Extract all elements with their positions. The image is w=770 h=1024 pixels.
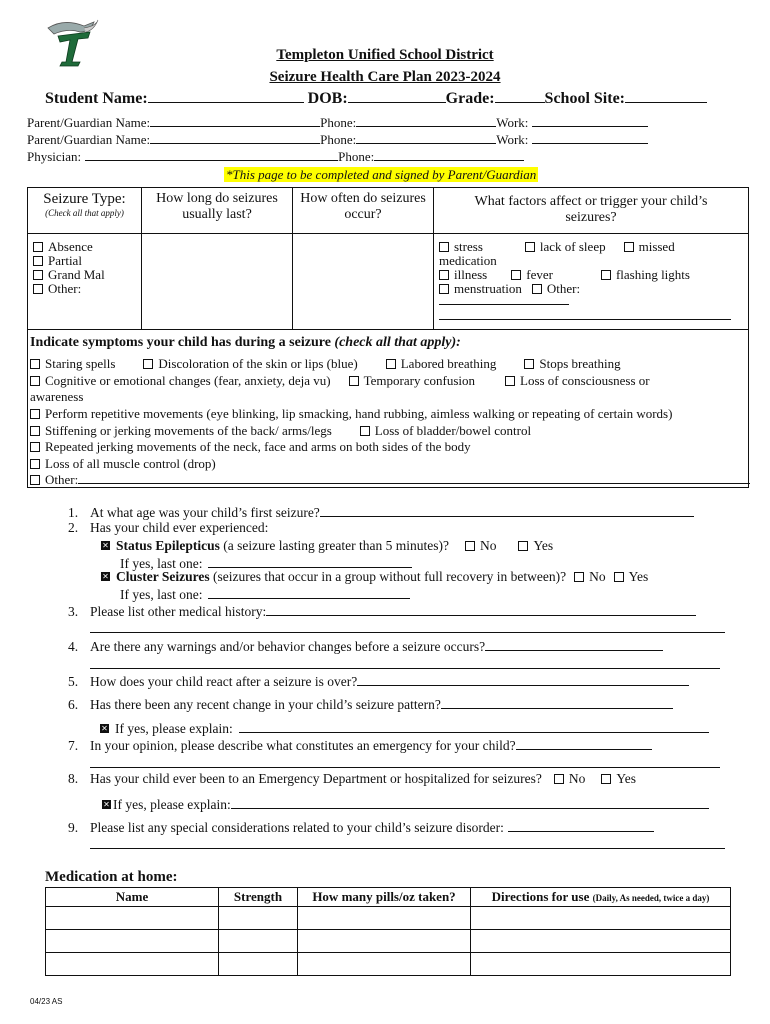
question-2b-last: If yes, last one: (120, 585, 410, 603)
school-site-label: School Site: (544, 90, 625, 107)
q4-field[interactable] (485, 637, 663, 651)
symptom-muscle-control[interactable]: Loss of all muscle control (drop) (30, 456, 216, 472)
checkbox-icon (439, 270, 449, 280)
question-9: 9. Please list any special considerations related to your child’s seizure disorder: (68, 818, 654, 836)
cluster-last-field[interactable] (208, 585, 410, 599)
trigger-other-field[interactable] (439, 296, 569, 305)
symptom-labored-breathing[interactable]: Labored breathing (386, 356, 497, 371)
cluster-no-checkbox[interactable] (574, 572, 584, 582)
dob-field[interactable] (348, 89, 446, 103)
trigger-fever[interactable]: fever (511, 267, 553, 282)
trigger-menstruation[interactable]: menstruation (439, 281, 522, 296)
med-cell[interactable] (298, 907, 471, 930)
med-cell[interactable] (219, 953, 298, 976)
q5-field[interactable] (357, 672, 689, 686)
grade-label: Grade: (445, 90, 495, 107)
checkbox-icon (30, 459, 40, 469)
symptom-bladder[interactable]: Loss of bladder/bowel control (360, 423, 531, 438)
guardian1-work-label: Work: (496, 115, 529, 130)
guardian1-label: Parent/Guardian Name: (27, 115, 151, 130)
checkbox-icon (143, 359, 153, 369)
trigger-other[interactable]: Other: (532, 281, 580, 296)
med-cell[interactable] (46, 907, 219, 930)
symptoms-heading: Indicate symptoms your child has during a seizure (check all that apply): (30, 335, 461, 350)
question-1: 1. At what age was your child’s first seizure? (68, 503, 694, 521)
table-row (46, 907, 731, 930)
checkbox-icon (524, 359, 534, 369)
med-cell[interactable] (219, 907, 298, 930)
question-8: 8. Has your child ever been to an Emergency Department or hospitalized for seizures? No Yes (68, 771, 636, 786)
question-4: 4. Are there any warnings and/or behavior changes before a seizure occurs? (68, 637, 663, 655)
med-cell[interactable] (46, 953, 219, 976)
checkbox-icon (30, 426, 40, 436)
q7-field-line2[interactable] (90, 767, 720, 768)
symptom-confusion[interactable]: Temporary confusion (349, 373, 475, 388)
status-last-field[interactable] (208, 554, 412, 568)
checkbox-icon (601, 270, 611, 280)
symptoms-box (27, 329, 749, 488)
checkbox-icon (33, 256, 43, 266)
q8-yes-checkbox[interactable] (601, 774, 611, 784)
trigger-illness[interactable]: illness (439, 267, 487, 282)
question-2b: ✕ Cluster Seizures (seizures that occur in a group without full recovery in between)? No Yes (102, 569, 649, 584)
medication-table (45, 887, 731, 976)
checkbox-icon (511, 270, 521, 280)
q9-field-line2[interactable] (90, 848, 725, 849)
checkbox-icon (33, 284, 43, 294)
guardian2-label: Parent/Guardian Name: (27, 132, 151, 147)
checkbox-icon (439, 284, 449, 294)
seizure-type-options (28, 234, 142, 330)
guardian1-phone-label: Phone: (320, 115, 357, 130)
symptoms-row-4 (30, 423, 531, 439)
checkbox-icon (30, 409, 40, 419)
guardian1-work-field[interactable] (532, 115, 648, 127)
trigger-lack-of-sleep[interactable]: lack of sleep (525, 239, 606, 254)
triggers-header: What factors affect or trigger your child’s seizures? (434, 188, 749, 234)
symptom-other-field[interactable] (78, 473, 750, 484)
q9-field[interactable] (508, 818, 654, 832)
cluster-yes-checkbox[interactable] (614, 572, 624, 582)
checkbox-icon (386, 359, 396, 369)
med-cell[interactable] (471, 953, 731, 976)
checked-box-icon[interactable]: ✕ (102, 541, 109, 551)
checkbox-icon (33, 242, 43, 252)
symptom-repeated-jerking[interactable]: Repeated jerking movements of the neck, face and arms on both sides of the body (30, 439, 471, 455)
table-row (46, 930, 731, 953)
physician-label: Physician: (27, 149, 82, 164)
student-info-row (45, 89, 707, 108)
status-yes-checkbox[interactable] (518, 541, 528, 551)
table-row (46, 953, 731, 976)
q3-field[interactable] (266, 602, 696, 616)
question-5: 5. How does your child react after a seizure is over? (68, 672, 689, 690)
type-absence[interactable]: Absence (33, 240, 136, 254)
guardian2-row (27, 132, 648, 148)
physician-phone-label: Phone: (338, 149, 375, 164)
q3-field-line2[interactable] (90, 632, 725, 633)
guardian2-field[interactable] (150, 132, 320, 144)
guardian2-work-label: Work: (496, 132, 529, 147)
parent-notice (224, 166, 538, 184)
question-2a-last: If yes, last one: (120, 554, 412, 572)
seizure-info-table (27, 187, 749, 330)
q4-field-line2[interactable] (90, 668, 720, 669)
trigger-other-field-2[interactable] (439, 305, 731, 320)
symptom-other[interactable]: Other: (30, 472, 750, 488)
symptoms-row-1 (30, 356, 621, 372)
med-col-pills: How many pills/oz taken? (298, 888, 471, 907)
duration-cell[interactable] (142, 234, 293, 330)
trigger-medication: medication (439, 253, 497, 268)
q8-explain-field[interactable] (231, 795, 709, 809)
physician-phone-field[interactable] (374, 149, 524, 161)
symptom-discoloration[interactable]: Discoloration of the skin or lips (blue) (143, 356, 357, 371)
question-7: 7. In your opinion, please describe what constitutes an emergency for your child? (68, 736, 652, 754)
q6-field[interactable] (441, 695, 673, 709)
plan-title: Seizure Health Care Plan 2023-2024 (269, 69, 501, 85)
question-6-explain: ✕ If yes, please explain: (100, 719, 709, 737)
trigger-stress[interactable]: stress (439, 239, 483, 254)
question-2: 2. Has your child ever experienced: (68, 520, 269, 535)
checkbox-icon (624, 242, 634, 252)
med-cell[interactable] (298, 953, 471, 976)
q1-field[interactable] (320, 503, 694, 517)
med-cell[interactable] (471, 930, 731, 953)
med-col-strength: Strength (219, 888, 298, 907)
med-col-name: Name (46, 888, 219, 907)
grade-field[interactable] (495, 89, 545, 103)
symptom-repetitive[interactable]: Perform repetitive movements (eye blinking, lip smacking, hand rubbing, aimless walking or repeating of certain words) (30, 406, 672, 422)
checkbox-icon (532, 284, 542, 294)
seizure-type-sub: (Check all that apply) (45, 208, 124, 218)
type-other[interactable]: Other: (33, 282, 136, 296)
school-site-field[interactable] (625, 89, 707, 103)
symptoms-row-2 (30, 373, 650, 389)
med-cell[interactable] (46, 930, 219, 953)
question-8-explain: ✕ If yes, please explain: (102, 795, 709, 813)
student-name-label: Student Name: (45, 90, 148, 107)
symptom-stiffening[interactable]: Stiffening or jerking movements of the back/ arms/legs (30, 423, 332, 438)
symptom-cognitive[interactable]: Cognitive or emotional changes (fear, anxiety, deja vu) (30, 373, 331, 388)
trigger-flashing-lights[interactable]: flashing lights (601, 267, 690, 282)
checked-box-icon[interactable]: ✕ (101, 724, 108, 734)
checkbox-icon (360, 426, 370, 436)
guardian1-phone-field[interactable] (356, 115, 496, 127)
guardian1-row (27, 115, 648, 131)
guardian2-work-field[interactable] (532, 132, 648, 144)
symptom-loss-consciousness[interactable]: Loss of consciousness or (505, 373, 650, 388)
trigger-options (434, 234, 749, 330)
checkbox-icon (30, 376, 40, 386)
med-cell[interactable] (219, 930, 298, 953)
checkbox-icon (439, 242, 449, 252)
dob-label: DOB: (307, 90, 348, 107)
checkbox-icon (30, 475, 40, 485)
guardian2-phone-field[interactable] (356, 132, 496, 144)
checkbox-icon (525, 242, 535, 252)
checked-box-icon[interactable]: ✕ (103, 800, 110, 810)
physician-row (27, 149, 524, 165)
q8-no-checkbox[interactable] (554, 774, 564, 784)
med-cell[interactable] (298, 930, 471, 953)
frequency-cell[interactable] (293, 234, 434, 330)
seizure-type-header (28, 188, 142, 234)
q6-explain-field[interactable] (239, 719, 709, 733)
med-cell[interactable] (471, 907, 731, 930)
checked-box-icon[interactable]: ✕ (102, 572, 109, 582)
guardian2-phone-label: Phone: (320, 132, 357, 147)
question-3: 3. Please list other medical history: (68, 602, 696, 620)
med-col-directions: Directions for use (Daily, As needed, twice a day) (471, 888, 731, 907)
checkbox-icon (505, 376, 515, 386)
symptom-staring[interactable]: Staring spells (30, 356, 115, 371)
q7-field[interactable] (516, 736, 652, 750)
type-partial[interactable]: Partial (33, 254, 136, 268)
student-name-field[interactable] (148, 89, 304, 103)
district-title: Templeton Unified School District (276, 47, 494, 63)
duration-header: How long do seizures usually last? (142, 188, 293, 234)
guardian1-field[interactable] (150, 115, 320, 127)
checkbox-icon (30, 442, 40, 452)
parent-notice-text: *This page to be completed and signed by Parent/Guardian (226, 167, 537, 182)
checkbox-icon (349, 376, 359, 386)
question-2a: ✕ Status Epilepticus (a seizure lasting greater than 5 minutes)? No Yes (102, 538, 554, 553)
type-grand-mal[interactable]: Grand Mal (33, 268, 136, 282)
physician-field[interactable] (85, 149, 338, 161)
symptom-stops-breathing[interactable]: Stops breathing (524, 356, 620, 371)
trigger-missed[interactable]: missed (624, 239, 675, 254)
frequency-header: How often do seizures occur? (293, 188, 434, 234)
status-no-checkbox[interactable] (465, 541, 475, 551)
footer-code: 04/23 AS (30, 997, 63, 1006)
symptoms-row-2-wrap: awareness (30, 389, 84, 404)
checkbox-icon (33, 270, 43, 280)
medication-heading: Medication at home: (45, 869, 178, 885)
checkbox-icon (30, 359, 40, 369)
question-6: 6. Has there been any recent change in your child’s seizure pattern? (68, 695, 673, 713)
seizure-type-title: Seizure Type: (43, 191, 126, 207)
